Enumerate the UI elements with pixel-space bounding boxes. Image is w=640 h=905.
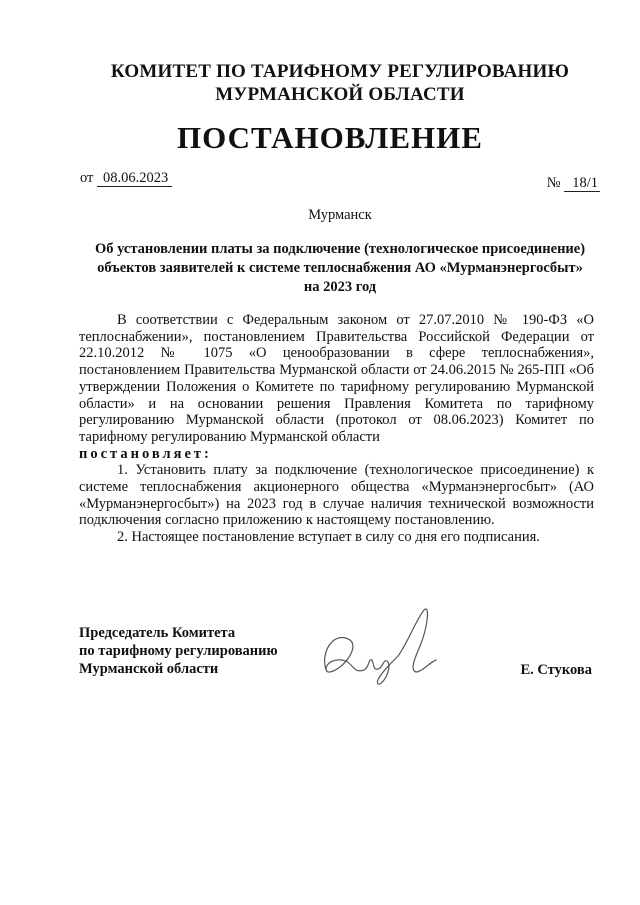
item-2-paragraph: 2. Настоящее постановление вступает в силу со дня его подписания. <box>117 529 540 546</box>
subject-line3: на 2023 год <box>303 279 377 295</box>
subject-line2: объектов заявителей к системе теплоснабжения АО «Мурманэнергосбыт» <box>97 260 583 276</box>
signatory-title-line3: Мурманской области <box>79 661 219 677</box>
preamble-paragraph: В соответствии с Федеральным законом от 27.07.2010 № 190-ФЗ «О теплоснабжении», постановлением Правительства Российской Федерации от 22.10.2012 № 1075 «О ценообразовании в сфере теплоснабжения», постановлением Правительства Мурманской области от 24.06.2015 № 265-ПП «Об утверждении Положения о Комитете по тарифному регулированию Мурманской области» и на основании решения Правления Комитета по тарифному регулированию Мурманской области (протокол от 08.06.2023) Комитет по тарифному регулированию Мурманской области <box>79 312 594 445</box>
org-name-line1: КОМИТЕТ ПО ТАРИФНОМУ РЕГУЛИРОВАНИЮ <box>110 61 570 82</box>
organization-header <box>70 60 610 106</box>
city-name: Мурманск <box>308 207 372 223</box>
decides-keyword: постановляет: <box>79 445 212 462</box>
handwritten-signature <box>312 600 442 690</box>
number-prefix: № <box>546 175 561 191</box>
signatory-title-line2: по тарифному регулированию <box>79 643 278 659</box>
org-name-line2: МУРМАНСКОЙ ОБЛАСТИ <box>215 84 465 105</box>
date-prefix: от <box>80 170 94 186</box>
signatory-title-line1: Председатель Комитета <box>79 625 236 641</box>
document-type-title: ПОСТАНОВЛЕНИЕ <box>177 120 483 155</box>
document-date <box>80 170 172 187</box>
date-value: 08.06.2023 <box>97 170 172 187</box>
document-subject <box>80 240 600 297</box>
signatory-name: Е. Стукова <box>520 662 592 678</box>
document-body <box>79 312 594 546</box>
signatory-title <box>79 624 278 678</box>
subject-line1: Об установлении платы за подключение (технологическое присоединение) <box>94 241 586 257</box>
item-1-paragraph: 1. Установить плату за подключение (технологическое присоединение) к системе теплоснабжения акционерного общества «Мурманэнергосбыт» (АО «Мурманэнергосбыт») на 2023 год в случае наличия технической возможности подключения согласно приложению к настоящему постановлению. <box>79 462 594 529</box>
document-number <box>547 175 600 192</box>
number-value: 18/1 <box>564 175 600 192</box>
